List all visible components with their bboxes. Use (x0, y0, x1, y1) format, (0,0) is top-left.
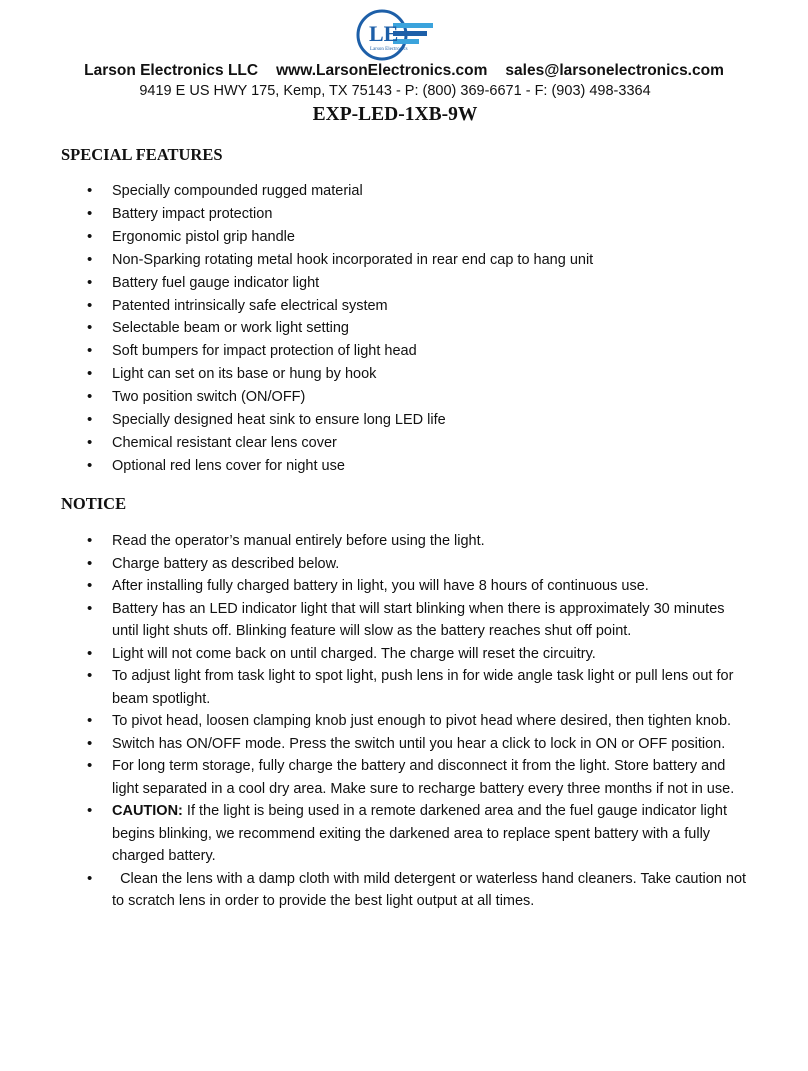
address-line: 9419 E US HWY 175, Kemp, TX 75143 - P: (800) 369-6671 - F: (903) 498-3364 (139, 83, 651, 99)
list-item: • Optional red lens cover for night use (61, 455, 751, 478)
special-features-list (61, 180, 751, 478)
list-item: • Non-Sparking rotating metal hook incorporated in rear end cap to hang unit (61, 249, 751, 272)
list-item: • Battery impact protection (61, 203, 751, 226)
list-item: • After installing fully charged battery in light, you will have 8 hours of continuous use. (61, 575, 751, 598)
company-contact-line (0, 62, 808, 80)
list-item: • For long term storage, fully charge the battery and disconnect it from the light. Store battery and light separated in a cool dry area. Make sure to recharge battery every three months if not in use. (61, 755, 751, 800)
special-features-heading: SPECIAL FEATURES (61, 145, 223, 164)
model-number: EXP-LED-1XB-9W (312, 104, 478, 125)
list-item: • Battery fuel gauge indicator light (61, 272, 751, 295)
list-item: • Light can set on its base or hung by hook (61, 363, 751, 386)
notice-heading: NOTICE (61, 494, 127, 513)
list-item: • Specially designed heat sink to ensure long LED life (61, 409, 751, 432)
list-item: • To pivot head, loosen clamping knob just enough to pivot head where desired, then tighten knob. (61, 710, 751, 733)
caution-text: If the light is being used in a remote darkened area and the fuel gauge indicator light begins blinking, we recommend exiting the darkened area to replace spent battery with a fully charged battery. (112, 803, 728, 864)
list-item: • Light will not come back on until charged. The charge will reset the circuitry. (61, 643, 751, 666)
list-item: • Read the operator’s manual entirely before using the light. (61, 530, 751, 553)
list-item: • Switch has ON/OFF mode. Press the switch until you hear a click to lock in ON or OFF position. (61, 733, 751, 756)
list-item: • Battery has an LED indicator light that will start blinking when there is approximately 30 minutes until light shuts off. Blinking feature will slow as the battery reaches shut off point. (61, 598, 751, 643)
list-item: • Charge battery as described below. (61, 553, 751, 576)
caution-item (61, 800, 751, 868)
list-item: • Ergonomic pistol grip handle (61, 226, 751, 249)
caution-label: CAUTION: (112, 803, 183, 819)
list-item: • Selectable beam or work light setting (61, 317, 751, 340)
list-item: • To adjust light from task light to spot light, push lens in for wide angle task light or pull lens out for beam spotlight. (61, 665, 751, 710)
website-link[interactable]: www.LarsonElectronics.com (276, 62, 488, 79)
company-name: Larson Electronics LLC (84, 62, 259, 79)
list-item: • Specially compounded rugged material (61, 180, 751, 203)
email-link[interactable]: sales@larsonelectronics.com (505, 62, 724, 79)
list-item: • Soft bumpers for impact protection of light head (61, 340, 751, 363)
list-item: • Clean the lens with a damp cloth with mild detergent or waterless hand cleaners. Take caution not to scratch lens in order to provide the best light output at all times. (61, 868, 751, 913)
list-item: • Two position switch (ON/OFF) (61, 386, 751, 409)
larson-electronics-logo (355, 9, 435, 61)
logo-letters: LE (369, 21, 399, 46)
logo-caption: Larson Electronics (370, 47, 408, 52)
list-item: • Chemical resistant clear lens cover (61, 432, 751, 455)
notice-list (61, 530, 751, 913)
list-item: • Patented intrinsically safe electrical system (61, 295, 751, 318)
